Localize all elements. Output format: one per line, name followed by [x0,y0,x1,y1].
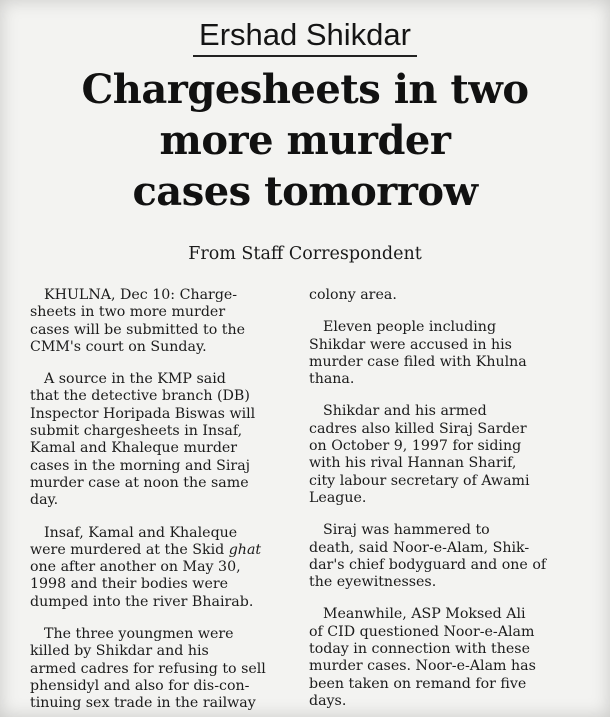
text-line: submit chargesheets in Insaf, [30,423,243,440]
text-line: days. [309,692,347,709]
text-line: the eyewitnesses. [309,574,437,591]
text-line: death, said Noor-e-Alam, Shik- [309,539,530,556]
paragraph [30,525,287,611]
text-line: cases in the morning and Siraj [30,457,251,474]
text-line: KHULNA, Dec 10: Charge- [44,287,238,303]
text-line: 1998 and their bodies were [30,576,229,593]
text-line: A source in the KMP said [44,371,226,388]
text-line: of CID questioned Noor-e-Alam [309,623,535,640]
text-line: one after another on May 30, [30,559,241,576]
text-line: sheets in two more murder [30,304,226,321]
text-line: been taken on remand for five [309,675,527,692]
text-line: killed by Shikdar and his [30,643,209,660]
paragraph [30,626,287,712]
text-line: day. [30,492,59,509]
text-line: with his rival Hannan Sharif, [309,455,517,472]
text-line: thana. [309,371,355,388]
headline [0,64,610,217]
paragraph-gap [30,356,287,371]
headline-line: more murder [159,117,451,164]
text-line: League. [309,489,367,506]
article-column-right [309,287,583,710]
paragraph [309,403,583,507]
text-line: Shikdar were accused in his [309,336,512,353]
text-line: Siraj was hammered to [323,522,490,539]
headline-line: Chargesheets in two [81,66,529,113]
text-line: on October 9, 1997 for siding [309,438,522,455]
text-line: tinuing sex trade in the railway [30,695,256,712]
headline-line: cases tomorrow [132,168,478,215]
paragraph-gap [309,304,583,319]
text-line: dumped into the river Bhairab. [30,593,254,610]
paragraph-gap [30,611,287,626]
text-line: murder case at noon the same [30,474,249,491]
text-line: were murdered at the Skid ghat [30,541,262,558]
text-line: colony area. [309,287,397,303]
paragraph [309,287,583,304]
paragraph-gap [309,591,583,606]
text-line: armed cadres for refusing to sell [30,660,266,677]
text-line: Shikdar and his armed [323,403,487,420]
paragraph [30,371,287,509]
kicker: Ershad Shikdar [193,18,417,57]
text-line: dar's chief bodyguard and one of [309,556,547,573]
text-line: phensidyl and also for dis-con- [30,677,250,694]
text-line: cadres also killed Siraj Sarder [309,420,527,437]
text-line: Eleven people including [323,319,497,336]
text-line: Inspector Horipada Biswas will [30,405,256,422]
paragraph [309,319,583,388]
paragraph [309,606,583,710]
text-line: murder cases. Noor-e-Alam has [309,658,536,675]
text-line: Insaf, Kamal and Khaleque [44,524,238,541]
text-line: Meanwhile, ASP Moksed Ali [323,606,526,623]
paragraph-gap [309,388,583,403]
kicker-container [0,18,610,57]
byline: From Staff Correspondent [188,244,422,264]
text-line: cases will be submitted to the [30,321,245,338]
paragraph [309,522,583,591]
text-line: today in connection with these [309,641,530,658]
paragraph [30,287,287,356]
text-line: that the detective branch (DB) [30,388,250,405]
italic-word: ghat [228,541,262,558]
text-line: CMM's court on Sunday. [30,338,207,355]
article-column-left [30,287,287,713]
text-line: murder case filed with Khulna [309,353,527,370]
text-line: city labour secretary of Awami [309,472,530,489]
paragraph-gap [30,510,287,525]
text-line: The three youngmen were [44,626,234,643]
text-line: Kamal and Khaleque murder [30,440,238,457]
paragraph-gap [309,507,583,522]
